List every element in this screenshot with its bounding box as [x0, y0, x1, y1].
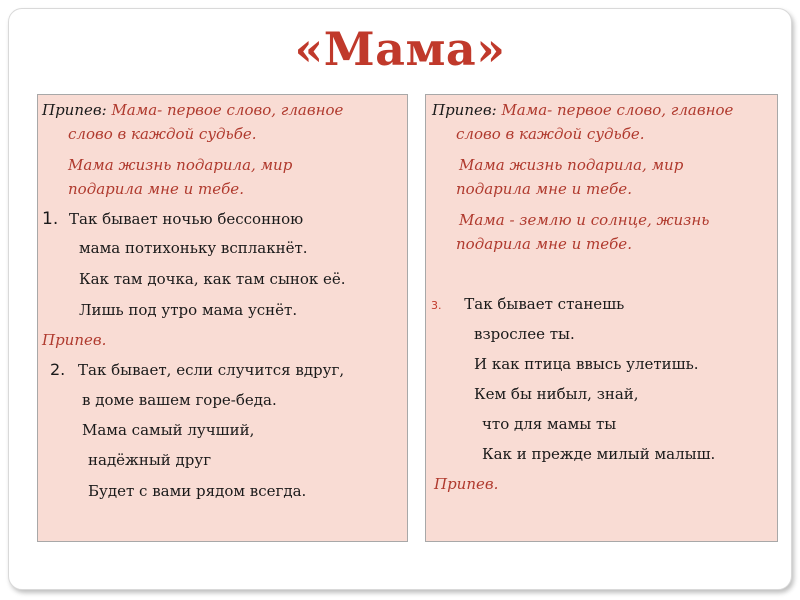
verse-line: Кем бы нибыл, знай, — [474, 385, 639, 403]
chorus-line: Мама жизнь подарила, мир — [459, 156, 684, 174]
chorus-line: подарила мне и тебе. — [456, 180, 632, 198]
verse-number: 3. — [431, 299, 442, 312]
left-text-panel — [37, 94, 408, 542]
verse-line: И как птица ввысь улетишь. — [474, 355, 699, 373]
chorus-label: Припев: — [42, 101, 107, 119]
chorus-text: Мама- первое слово, главное — [111, 101, 344, 119]
verse-line: Как там дочка, как там сынок её. — [79, 270, 346, 288]
chorus-line: слово в каждой судьбе. — [456, 125, 645, 143]
verse-3-first-line — [431, 295, 624, 313]
verse-line: Лишь под утро мама уснёт. — [79, 301, 298, 319]
verse-line: в доме вашем горе-беда. — [82, 391, 277, 409]
verse-number: 2. — [50, 360, 66, 379]
chorus-first-line — [432, 101, 733, 119]
verse-line: взрослее ты. — [474, 325, 575, 343]
chorus-label: Припев: — [432, 101, 497, 119]
right-text-panel — [425, 94, 778, 542]
verse-line: мама потихоньку всплакнёт. — [79, 239, 308, 257]
verse-1-first-line — [42, 209, 303, 229]
chorus-text: Мама- первое слово, главное — [501, 101, 734, 119]
verse-line: Мама самый лучший, — [82, 421, 255, 439]
verse-text: Так бывает ночью бессонною — [69, 210, 304, 228]
verse-line: что для мамы ты — [482, 415, 617, 433]
chorus-line: подарила мне и тебе. — [456, 235, 632, 253]
verse-number: 1. — [42, 209, 59, 229]
verse-line: Будет с вами рядом всегда. — [88, 482, 307, 500]
verse-line: Как и прежде милый малыш. — [482, 445, 716, 463]
chorus-reference: Припев. — [434, 475, 499, 493]
chorus-line: слово в каждой судьбе. — [68, 125, 257, 143]
verse-text: Так бывает, если случится вдруг, — [78, 361, 345, 379]
verse-2-first-line — [50, 360, 344, 379]
chorus-first-line — [42, 101, 343, 119]
chorus-line: подарила мне и тебе. — [68, 180, 244, 198]
chorus-line: Мама жизнь подарила, мир — [68, 156, 293, 174]
verse-text: Так бывает станешь — [464, 295, 625, 313]
chorus-line: Мама - землю и солнце, жизнь — [459, 211, 710, 229]
chorus-reference: Припев. — [42, 331, 107, 349]
page-title: «Мама» — [294, 22, 506, 76]
verse-line: надёжный друг — [88, 451, 212, 469]
